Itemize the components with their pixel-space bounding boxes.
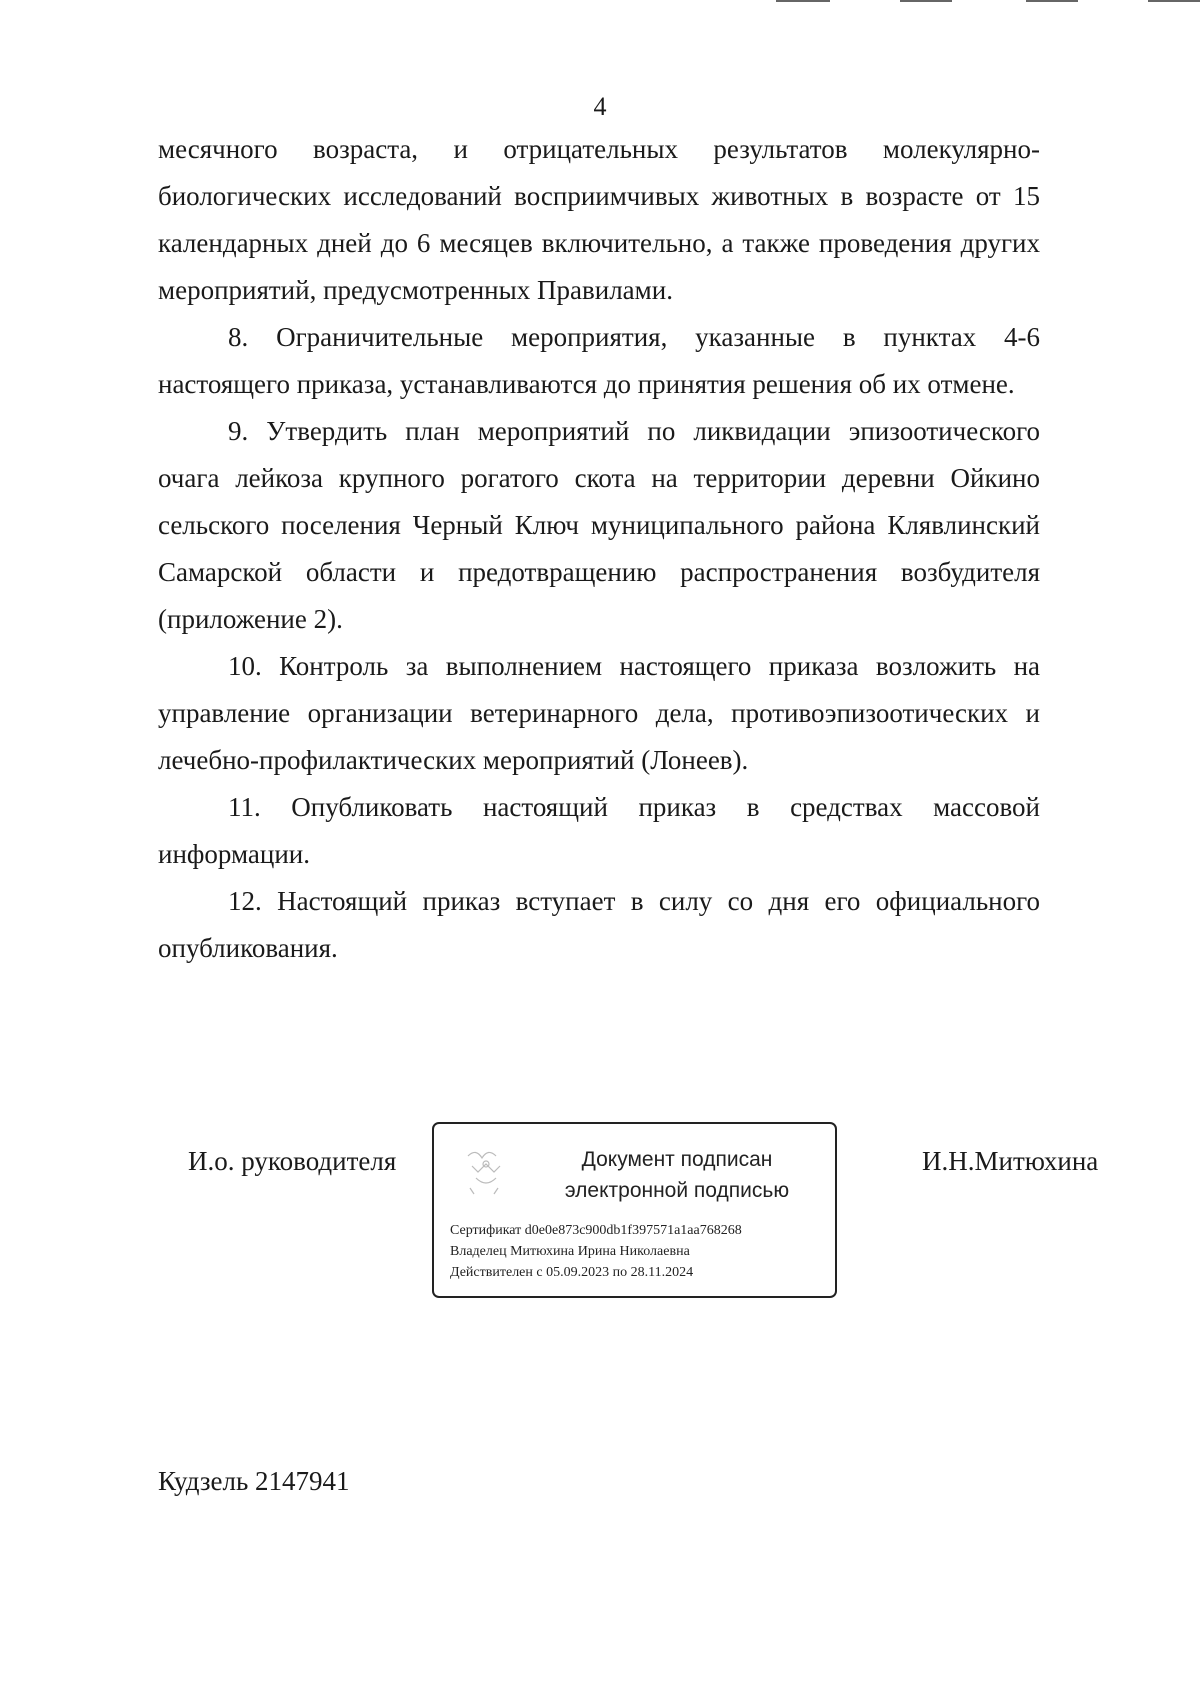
- continuation-paragraph: месячного возраста, и отрицательных результатов молекулярно-биологических исследований восприимчивых животных в возрасте от 15 календарных дней до 6 месяцев включительно, а также проведения других мероприятий, предусмотренных Правилами.: [158, 134, 1040, 305]
- stamp-title-line-1: Документ подписан: [581, 1148, 773, 1171]
- clause-12: 12. Настоящий приказ вступает в силу со дня его официального опубликования.: [158, 886, 1040, 963]
- clause-10: 10. Контроль за выполнением настоящего приказа возложить на управление организации ветеринарного дела, противоэпизоотических и лечебно-профилактических мероприятий (Лонеев).: [158, 651, 1040, 775]
- signer-name: И.Н.Митюхина: [922, 1146, 1099, 1176]
- scan-edge-marks: [0, 0, 1200, 4]
- signer-role: И.о. руководителя: [188, 1146, 397, 1176]
- clause-8: 8. Ограничительные мероприятия, указанные в пунктах 4-6 настоящего приказа, устанавливаются до принятия решения об их отмене.: [158, 322, 1040, 399]
- stamp-title: [532, 1144, 822, 1206]
- clause-9: 9. Утвердить план мероприятий по ликвидации эпизоотического очага лейкоза крупного рогатого скота на территории деревни Ойкино сельского поселения Черный Ключ муниципального района Клявлинский Самарской области и предотвращению распространения возбудителя (приложение 2).: [158, 416, 1040, 634]
- clause-11: 11. Опубликовать настоящий приказ в средствах массовой информации.: [158, 792, 1040, 869]
- stamp-title-line-2: электронной подписью: [564, 1179, 790, 1202]
- electronic-signature-stamp: [432, 1122, 837, 1298]
- stamp-details: [450, 1220, 830, 1283]
- document-body: [158, 126, 1040, 972]
- coat-of-arms-icon: [458, 1144, 514, 1204]
- stamp-certificate: Сертификат d0e0e873c900db1f397571a1aa768268: [450, 1223, 742, 1238]
- stamp-validity: Действителен с 05.09.2023 по 28.11.2024: [450, 1265, 694, 1280]
- executor-info: Кудзель 2147941: [158, 1466, 350, 1496]
- stamp-owner: Владелец Митюхина Ирина Николаевна: [450, 1244, 690, 1259]
- page-number: 4: [593, 92, 607, 121]
